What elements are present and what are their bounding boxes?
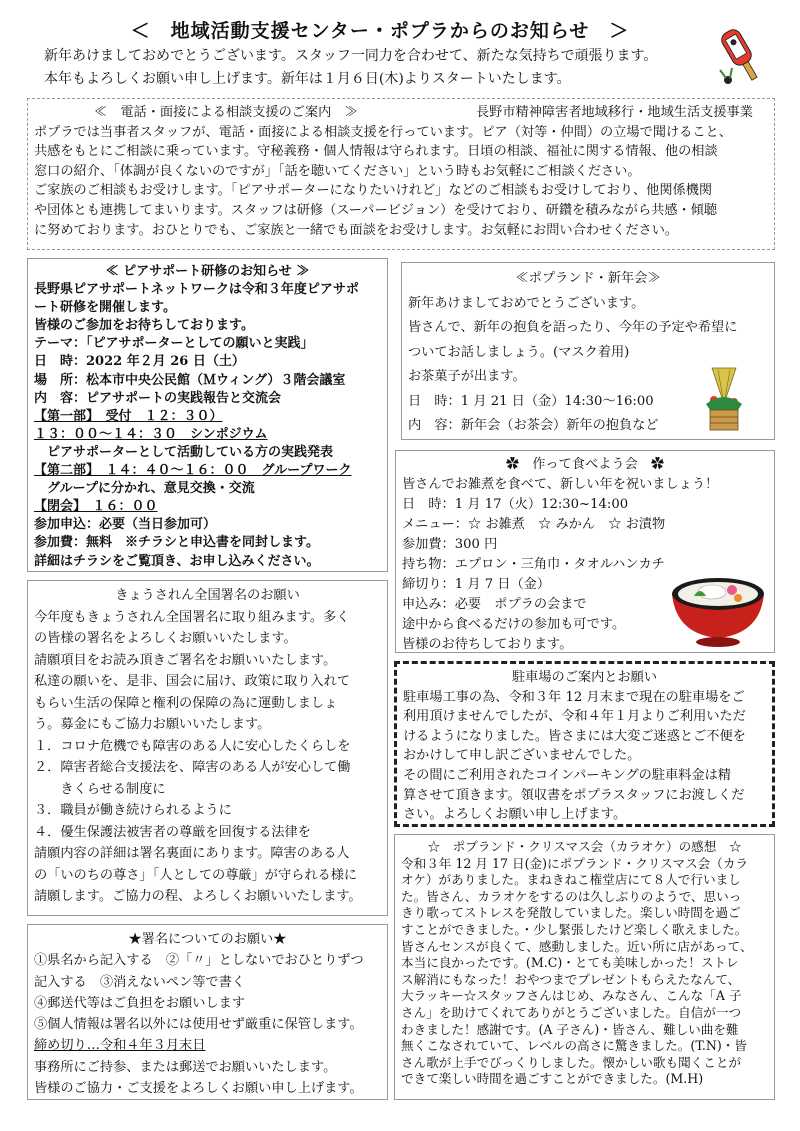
cook-line: 持ち物：エプロン・三角巾・タオルハンカチ [402, 557, 665, 572]
petition-line: の「いのちの尊さ」「人としての尊厳」が守られる様に [34, 867, 358, 883]
signature-line: ①県名から記入する ②「〃」としないでおひとりずつ [34, 953, 364, 969]
signature-line: ⑤個人情報は署名以外には使用せず厳重に保管します。 [34, 1017, 363, 1033]
cook-line: 途中から食べるだけの参加も可です。 [402, 617, 626, 632]
petition-line: う。募金にもご協力お願いいたします。 [34, 717, 271, 732]
consult-title: ≪ 電話・面接による相談支援のご案内 ≫ [94, 105, 358, 120]
parking-section [394, 661, 775, 827]
xmas-line: 本当に良かったです。(M.C)・とても美味しかった！ストレ [401, 955, 739, 971]
hagoita-illustration [718, 22, 766, 92]
zouni-bowl-illustration [668, 572, 768, 650]
cook-line: 締切り：1 月 7 日（金） [402, 577, 551, 592]
header-greeting-line-2: 本年もよろしくお願い申し上げます。新年は１月６日(木)よりスタートいたします。 [44, 71, 571, 87]
xmas-line: わきました！感謝です。(A 子さん)・皆さん、難しい曲を難 [401, 1021, 739, 1037]
xmas-line: きり歌ってストレスを発散していました。楽しい時間を過ご [401, 905, 741, 921]
xmas-line: できて楽しい時間を過ごすことができました。(M.H) [401, 1071, 704, 1087]
xmas-line: 大ラッキー☆スタッフさんはじめ、みなさん、こんな「A 子 [401, 988, 742, 1004]
peer-line: グループに分かれ、意見交換・交流 [34, 481, 255, 497]
petition-line: もらい生活の保障と権利の保障の為に運動しましょ [34, 695, 338, 711]
peer-line: 【第二部】 １４：４０～１６：００ グループワーク [34, 463, 352, 479]
peer-line: 詳細はチラシをご覧頂き、お申し込みください。 [34, 553, 320, 569]
peer-title: ≪ ピアサポート研修のお知らせ ≫ [105, 264, 310, 279]
cook-title: ✿ 作って食べよう会 ✿ [505, 457, 665, 472]
header-greeting-line-1: 新年あけましておめでとうございます。スタッフ一同力を合わせて、新たな気持ちで頑張ります。 [44, 48, 658, 64]
petition-title: きょうされん全国署名のお願い [115, 588, 300, 603]
petition-line: 請願します。ご協力の程、よろしくお願いいたします。 [34, 889, 362, 904]
peer-section [27, 258, 388, 572]
xmas-line: た。皆さん、カラオケをするのは久しぶりのようで、思いっ [401, 888, 742, 904]
peer-line: 長野県ピアサポートネットワークは令和３年度ピアサポ [34, 282, 359, 298]
peer-line: 参加申込：必要（当日参加可） [34, 517, 217, 533]
petition-line: 請願項目をお読み頂きご署名をお願いいたします。 [34, 652, 337, 668]
petition-line: 請願内容の詳細は署名裏面にあります。障害のある人 [34, 846, 350, 861]
peer-line: 日 時：2022 年２月 26 日（土） [34, 354, 245, 370]
newyear-line: 皆さんで、新年の抱負を語ったり、今年の予定や希望に [408, 320, 738, 335]
xmas-section [394, 834, 775, 1100]
xmas-line: 令和３年 12 月 17 日(金)にポプランド・クリスマス会（カラ [401, 855, 749, 871]
parking-line: おかけして申し訳ございませんでした。 [403, 748, 641, 764]
consult-line: ご家族のご相談もお受けします。「ピアサポーターになりたいけれど」などのご相談もお受けしており、他関係機関 [34, 183, 713, 199]
newyear-line: お茶菓子が出ます。 [408, 369, 526, 384]
xmas-line: すことができました。・少し緊張したけど楽しく歌えました。 [401, 921, 748, 937]
cook-line: 申込み：必要 ポプラの会まで [402, 597, 587, 612]
petition-line: ４．優生保護法被害者の尊厳を回復する法律を [34, 824, 311, 840]
newyear-line: ついてお話しましょう。(マスク着用) [408, 344, 630, 360]
xmas-line: ス解消にもなった！おやつまでプレゼントもらえたなんて、 [401, 971, 741, 987]
consult-org: 長野市精神障害者地域移行・地域生活支援事業 [476, 105, 753, 120]
signature-line: 事務所にご持参、または郵送でお願いいたします。 [34, 1059, 337, 1075]
cook-line: 皆さんでお雑煮を食べて、新しい年を祝いましょう！ [402, 477, 719, 492]
petition-line: の皆様の署名をよろしくお願いいたします。 [34, 631, 297, 646]
signature-line: 皆様のご協力・ご支援をよろしくお願い申し上げます。 [34, 1081, 363, 1097]
newyear-line: 新年あけましておめでとうございます。 [408, 295, 645, 311]
peer-line: 皆様のご参加をお待ちしております。 [34, 318, 254, 334]
signature-line: ④郵送代等はご負担をお願いします [34, 995, 245, 1011]
peer-line: 【閉会】 １６：００ [34, 499, 158, 515]
peer-line: 内 容：ピアサポートの実践報告と交流会 [34, 390, 282, 406]
petition-line: ２．障害者総合支援法を、障害のある人が安心して働 [34, 760, 351, 775]
signature-line: 記入する ③消えないペン等で書く [34, 974, 245, 990]
page-title: ＜ 地域活動支援センター・ポプラからのお知らせ ＞ [130, 20, 630, 42]
peer-line: 場 所：松本市中央公民館（Ｍウィング）３階会議室 [34, 372, 346, 388]
parking-line: その間にご利用されたコインパーキングの駐車料金は精 [403, 767, 731, 783]
newyear-line: 内 容：新年会（お茶会）新年の抱負など [408, 418, 659, 433]
parking-line: 算させて頂きます。領収書をポプラスタッフにお渡しくだ [403, 787, 745, 803]
petition-line: 私達の願いを、是非、国会に届け、政策に取り入れて [34, 674, 350, 689]
xmas-line: 皆さんセンスが良くて、感動しました。近い所に店があって、 [401, 938, 753, 954]
peer-line: １３：００～１４：３０ シンポジウム [34, 426, 268, 442]
kadomatsu-illustration [702, 360, 746, 434]
xmas-line: さん歌が上手でびっくりしました。懐かしい歌も聞くことが [401, 1054, 742, 1070]
cook-line: 参加費：300 円 [402, 537, 498, 552]
peer-line: ート研修を開催します。 [34, 300, 176, 316]
petition-line: 今年度もきょうされん全国署名に取り組みます。多く [34, 609, 350, 625]
cook-line: 皆様のお待ちしております。 [402, 637, 573, 652]
xmas-line: オケ）がありました。まねきねこ権堂店にて８人で行いまし [401, 872, 741, 888]
parking-line: さい。よろしくお願い申し上げます。 [403, 807, 627, 823]
consult-line: 窓口の紹介、「体調が良くないのですが」「話を聴いてください」という時もお気軽にご相談ください。 [34, 163, 641, 179]
peer-line: 【第一部】 受付 １２：３０） [34, 408, 223, 424]
peer-line: ピアサポーターとして活動している方の実践発表 [34, 444, 334, 460]
xmas-line: さん」を助けてくれてありがとうございました。自信が一つ [401, 1004, 742, 1020]
cook-line: メニュー：☆ お雑煮 ☆ みかん ☆ お漬物 [402, 517, 666, 532]
parking-line: 駐車場工事の為、令和３年 12 月末まで現在の駐車場をご [403, 689, 745, 705]
peer-line: 参加費：無料 ※チラシと申込書を同封します。 [34, 535, 319, 551]
newyear-line: 日 時：1 月 21 日（金）14:30～16:00 [408, 393, 654, 409]
petition-line: きくらせる制度に [34, 781, 166, 797]
newyear-title: ≪ポプランド・新年会≫ [515, 271, 661, 286]
consult-line: や団体とも連携してまいります。スタッフは研修（スーパービジョン）を受けており、研鑽を積みながら共感・傾聴 [34, 202, 718, 218]
petition-section [27, 580, 388, 916]
petition-line: ３．職員が働き続けられるように [34, 803, 232, 818]
parking-title: 駐車場のご案内とお願い [511, 670, 658, 685]
peer-line: テーマ：「ピアサポーターとしての願いと実践」 [34, 336, 314, 352]
xmas-line: 無くこなされていて、レベルの高さに驚きました。(T.N)・皆 [401, 1038, 747, 1054]
xmas-title: ☆ ポプランド・クリスマス会（カラオケ）の感想 ☆ [427, 839, 742, 854]
consult-line: 共感をもとにご相談に乗っています。守秘義務・個人情報は守られます。日頃の相談、福祉に関する情報、他の相談 [34, 144, 718, 160]
consult-section [27, 98, 775, 250]
signature-title: ★署名についてのお願い★ [128, 932, 287, 947]
parking-line: けるようになりました。皆さまには大変ご迷惑とご不便を [403, 728, 746, 744]
signature-line: 締め切り…令和４年３月末日 [34, 1038, 206, 1054]
cook-line: 日 時：1 月 17（火）12:30~14:00 [402, 497, 629, 512]
consult-line: ポプラでは当事者スタッフが、電話・面接による相談支援を行っています。ピア（対等・仲間）の立場で聞けること、 [34, 124, 732, 140]
petition-line: １．コロナ危機でも障害のある人に安心したくらしを [34, 738, 351, 754]
parking-line: 利用頂けませんでしたが、令和４年１月よりご利用いただ [403, 709, 746, 725]
consult-line: に努めております。おひとりでも、ご家族と一緒でも面談をお受けします。お気軽にお問い合わせください。 [34, 222, 679, 238]
signature-section [27, 924, 388, 1100]
